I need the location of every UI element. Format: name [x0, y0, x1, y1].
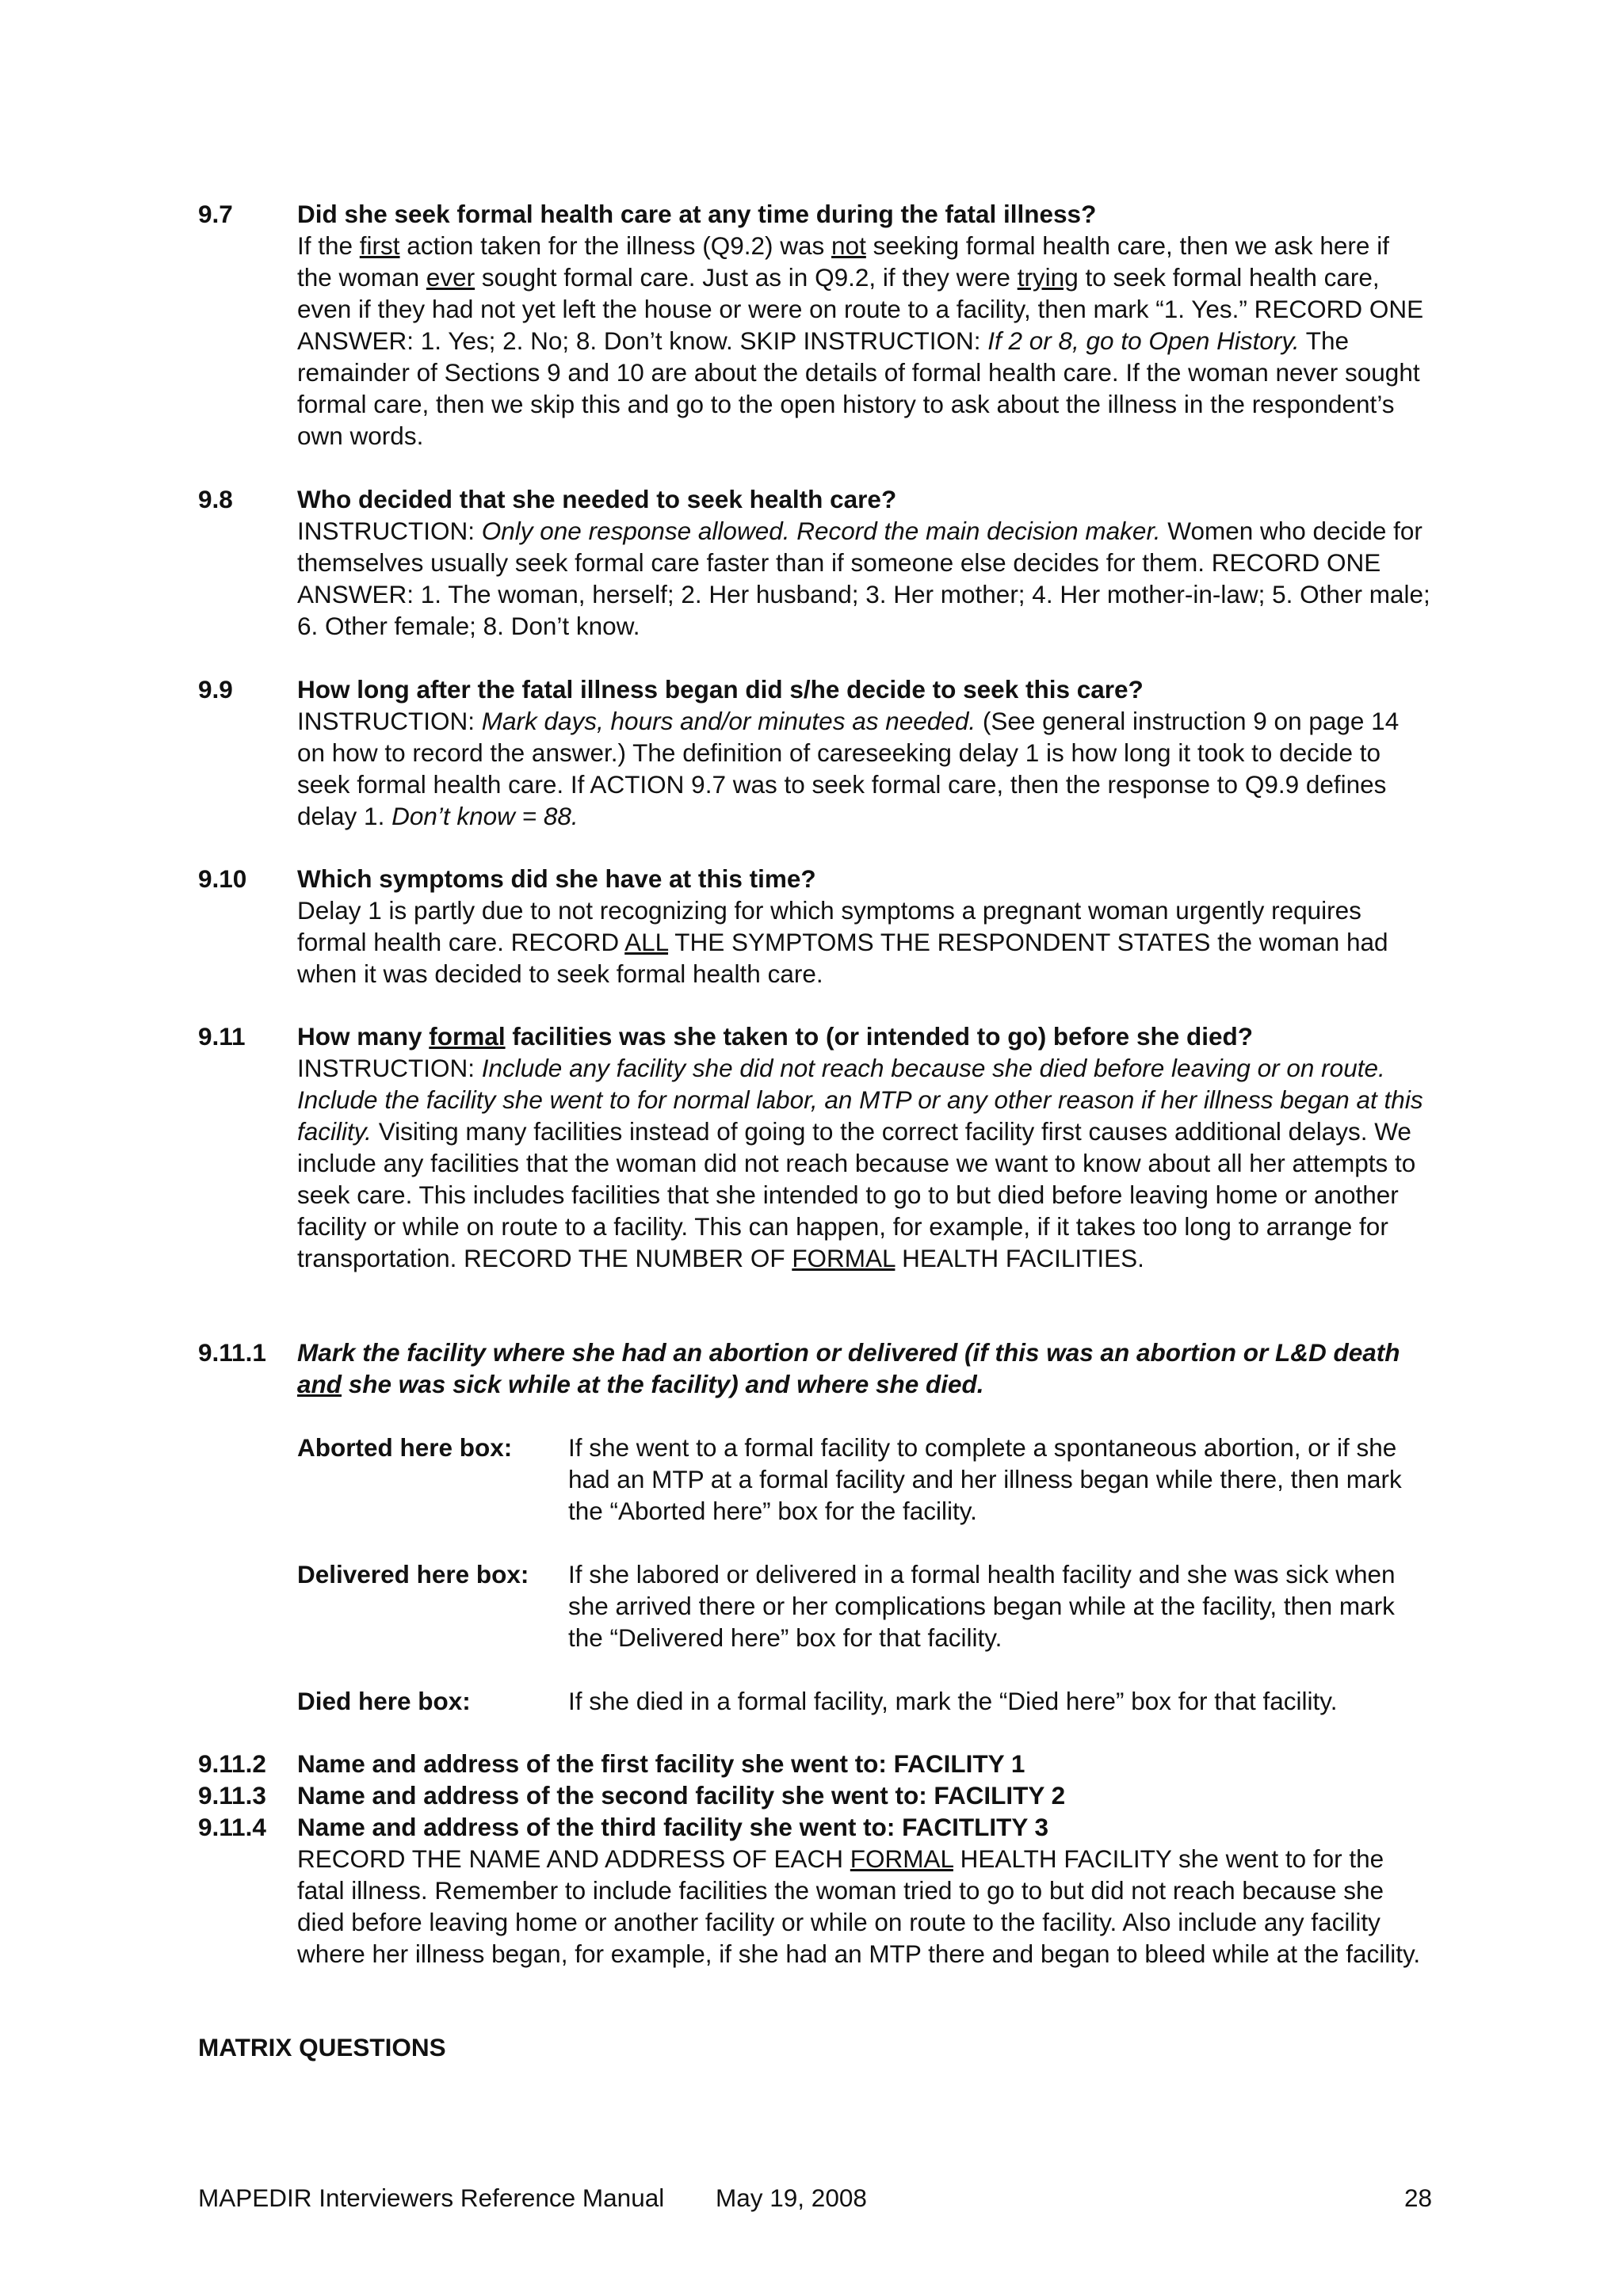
question-title: How long after the fatal illness began did s/he decide to seek this care?: [297, 675, 1144, 704]
box-label: Delivered here box:: [297, 1560, 529, 1589]
question-title: Who decided that she needed to seek health care?: [297, 485, 897, 513]
box-description: If she labored or delivered in a formal health facility and she was sick when she arrived there or her complications began while at the facility, then mark the “Delivered here” box for that facility.: [568, 1560, 1396, 1652]
box-description: If she went to a formal facility to complete a spontaneous abortion, or if she had an MTP at a formal facility and her illness began while there, then mark the “Aborted here” box for the facility.: [568, 1433, 1402, 1525]
question-title: Name and address of the second facility she went to: FACILITY 2: [297, 1781, 1066, 1810]
question-title: How many formal facilities was she taken to (or intended to go) before she died?: [297, 1022, 1253, 1051]
section-9-7: [198, 198, 1466, 452]
question-title: Did she seek formal health care at any time during the fatal illness?: [297, 200, 1097, 228]
question-instructions: INSTRUCTION: Mark days, hours and/or minutes as needed. (See general instruction 9 on page 14 on how to record the answer.) The definition of careseeking delay 1 is how long it took to decide to seek formal health care. If ACTION 9.7 was to seek formal care, then the response to Q9.9 defines delay 1. Don’t know = 88.: [297, 707, 1400, 830]
question-title: Which symptoms did she have at this time?: [297, 864, 816, 893]
box-definition-aborted: [297, 1432, 1430, 1527]
question-number: 9.8: [198, 485, 233, 513]
box-description: If she died in a formal facility, mark the “Died here” box for that facility.: [568, 1687, 1338, 1715]
section-9-9: [198, 673, 1466, 832]
question-number: 9.10: [198, 864, 247, 893]
question-number: 9.7: [198, 200, 233, 228]
question-number: 9.11.1: [198, 1338, 266, 1367]
question-number: 9.11: [198, 1022, 246, 1051]
question-instructions: Delay 1 is partly due to not recognizing for which symptoms a pregnant woman urgently requires formal health care. RECORD ALL THE SYMPTOMS THE RESPONDENT STATES the woman had when it was decided to seek formal health care.: [297, 896, 1388, 988]
question-number: 9.9: [198, 675, 233, 704]
footer-manual-title: MAPEDIR Interviewers Reference Manual: [198, 2183, 665, 2212]
footer-date: May 19, 2008: [716, 2183, 867, 2212]
page-number: 28: [1404, 2183, 1433, 2212]
section-9-11-2: [198, 1748, 1466, 1779]
box-definition-delivered: [297, 1558, 1430, 1653]
section-9-10: [198, 863, 1466, 990]
box-definition-died: [297, 1685, 1430, 1717]
section-9-11: [198, 1020, 1466, 1274]
box-label: Died here box:: [297, 1687, 471, 1715]
matrix-questions-heading: MATRIX QUESTIONS: [198, 2033, 446, 2061]
question-number: 9.11.2: [198, 1749, 266, 1778]
question-title: Mark the facility where she had an abortion or delivered (if this was an abortion or L&D death and she was sick while at the facility) and where she died.: [297, 1338, 1400, 1398]
question-number: 9.11.4: [198, 1813, 266, 1841]
question-instructions: If the first action taken for the illness (Q9.2) was not seeking formal health care, then we ask here if the woman ever sought formal care. Just as in Q9.2, if they were trying to seek formal health care, even if they had not yet left the house or were on route to a facility, then mark “1. Yes.” RECORD ONE ANSWER: 1. Yes; 2. No; 8. Don’t know. SKIP INSTRUCTION: If 2 or 8, go to Open History. The remainder of Sections 9 and 10 are about the details of formal health care. If the woman never sought formal care, then we skip this and go to the open history to ask about the illness in the respondent’s own words.: [297, 231, 1424, 450]
section-9-11-4: [198, 1811, 1466, 1970]
question-title: Name and address of the first facility she went to: FACILITY 1: [297, 1749, 1025, 1778]
section-9-8: [198, 483, 1466, 642]
question-number: 9.11.3: [198, 1781, 266, 1810]
question-instructions: RECORD THE NAME AND ADDRESS OF EACH FORMAL HEALTH FACILITY she went to for the fatal illness. Remember to include facilities the woman tried to go to but did not reach because she died before leaving home or another facility or while on route to the facility. Also include any facility where her illness began, for example, if she had an MTP there and began to bleed while at the facility.: [297, 1844, 1421, 1968]
question-instructions: INSTRUCTION: Include any facility she did not reach because she died before leaving or on route. Include the facility she went to for normal labor, an MTP or any other reason if her illness began at this facility. Visiting many facilities instead of going to the correct facility first causes additional delays. We include any facilities that the woman did not reach because we want to know about all her attempts to seek care. This includes facilities that she intended to go to but died before leaving home or another facility or while on route to a facility. This can happen, for example, if it takes too long to arrange for transportation. RECORD THE NUMBER OF FORMAL HEALTH FACILITIES.: [297, 1054, 1423, 1272]
question-title: Name and address of the third facility she went to: FACITLITY 3: [297, 1813, 1049, 1841]
question-instructions: INSTRUCTION: Only one response allowed. Record the main decision maker. Women who decide for themselves usually seek formal care faster than if someone else decides for them. RECORD ONE ANSWER: 1. The woman, herself; 2. Her husband; 3. Her mother; 4. Her mother-in-law; 5. Other male; 6. Other female; 8. Don’t know.: [297, 517, 1430, 640]
section-9-11-1: [198, 1337, 1466, 1400]
box-label: Aborted here box:: [297, 1433, 513, 1462]
section-9-11-3: [198, 1779, 1466, 1811]
